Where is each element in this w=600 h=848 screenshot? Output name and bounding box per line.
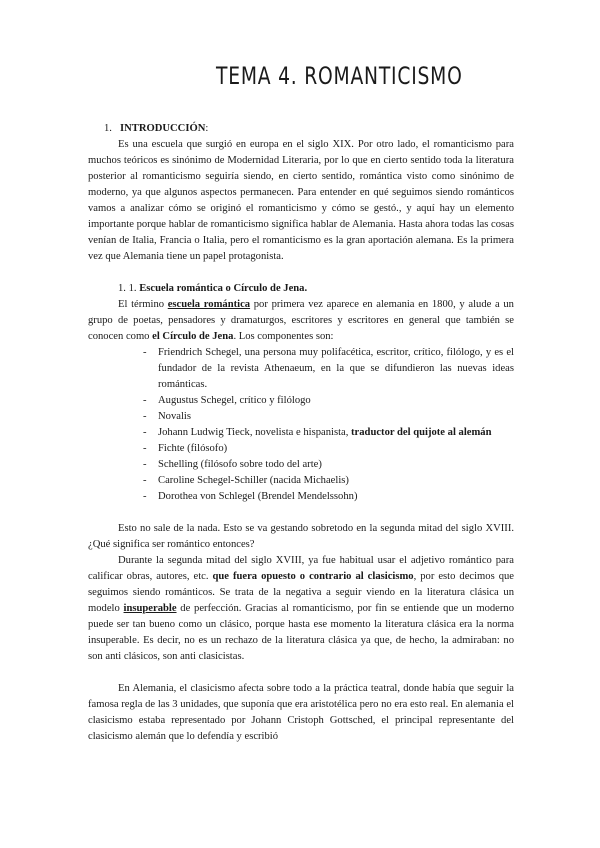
list-item: - Novalis (143, 409, 514, 425)
section-1-1-heading (118, 281, 514, 297)
list-item: - Caroline Schegel-Schiller (nacida Michaelis) (143, 473, 514, 489)
term-escuela-romantica: escuela romántica (167, 299, 251, 310)
list-item: - Dorothea von Schlegel (Brendel Mendelssohn) (143, 489, 514, 505)
intro-paragraph: Es una escuela que surgió en europa en el siglo XIX. Por otro lado, el romanticismo para muchos teóricos es sinónimo de Modernidad Literaria, por lo que en cierto sentido toda la literatura posterior al romanticismo seguiría siendo, en cierto sentido, romántica visto como sinónimo de moderno, ya que algunos aspectos permanecen. Para entender en qué seguimos siendo románticos vamos a analizar cómo se originó el romanticismo y cómo se gestó., y aquí hay un elemento importante porque hablar de romanticismo significa hablar de Alemania. Hasta ahora todas las cosas venían de Italia, Francia o Italia, pero el romanticismo es la gran aportación alemana. Es la primera vez que Alemania tiene un papel protagonista. (88, 139, 514, 262)
page-title: TEMA 4. ROMANTICISMO (216, 62, 463, 90)
jena-intro-paragraph: El término escuela romántica por primera vez aparece en alemania en 1800, y alude a un grupo de poetas, pensadores y dramaturgos, escritores y escritores en general que también se conocen como el Círculo de Jena. Los componentes son: (88, 299, 514, 342)
body-paragraph-1: Esto no sale de la nada. Esto se va gestando sobretodo en la segunda mitad del siglo XVIII. ¿Qué significa ser romántico entonces? (88, 523, 514, 550)
list-item: - Friendrich Schegel, una persona muy polifacética, escritor, crítico, filólogo, y es el fundador de la revista Athenaeum, en la que se difundieron las nuevas ideas románticas. (143, 345, 514, 393)
members-list (88, 345, 514, 505)
section-1-1-title: Escuela romántica o Círculo de Jena. (139, 283, 308, 294)
body-paragraph-3: En Alemania, el clasicismo afecta sobre todo a la práctica teatral, donde había que seguir la famosa regla de las 3 unidades, que suponía que era aristotélica pero no era esto real. En alemania el clasicismo estaba representado por Johann Cristoph Gottsched, el principal representante del clasicismo alemán que lo defendía y escribió (88, 683, 514, 742)
section-1-title: INTRODUCCIÓN (120, 123, 206, 134)
list-item: - Schelling (filósofo sobre todo del arte) (143, 457, 514, 473)
list-item: - Johann Ludwig Tieck, novelista e hispanista, traductor del quijote al alemán (143, 425, 514, 441)
list-item: - Augustus Schegel, crítico y filólogo (143, 393, 514, 409)
document-body (88, 121, 514, 745)
section-1-number: 1. (104, 123, 112, 134)
section-1-heading (104, 121, 514, 137)
section-1-1-number: 1. 1. (118, 283, 137, 294)
term-circulo-de-jena: el Círculo de Jena (152, 331, 234, 342)
body-paragraph-2: Durante la segunda mitad del siglo XVIII, ya fue habitual usar el adjetivo romántico para calificar obras, autores, etc. que fuera opuesto o contrario al clasicismo, por esto decimos que seguimos siendo románticos. Se trata de la negativa a seguir viendo en la literatura clásica un modelo insuperable de perfección. Gracias al romanticismo, por fin se entiende que un moderno puede ser tan bueno como un clásico, porque hasta ese momento la literatura clásica era la norma insuperable. Es decir, no es un rechazo de la literatura clásica ya que, de hecho, la admiraban: no son anti clásicos, son anti clasicistas. (88, 555, 514, 662)
list-item: - Fichte (filósofo) (143, 441, 514, 457)
section-1-colon: : (205, 123, 209, 134)
